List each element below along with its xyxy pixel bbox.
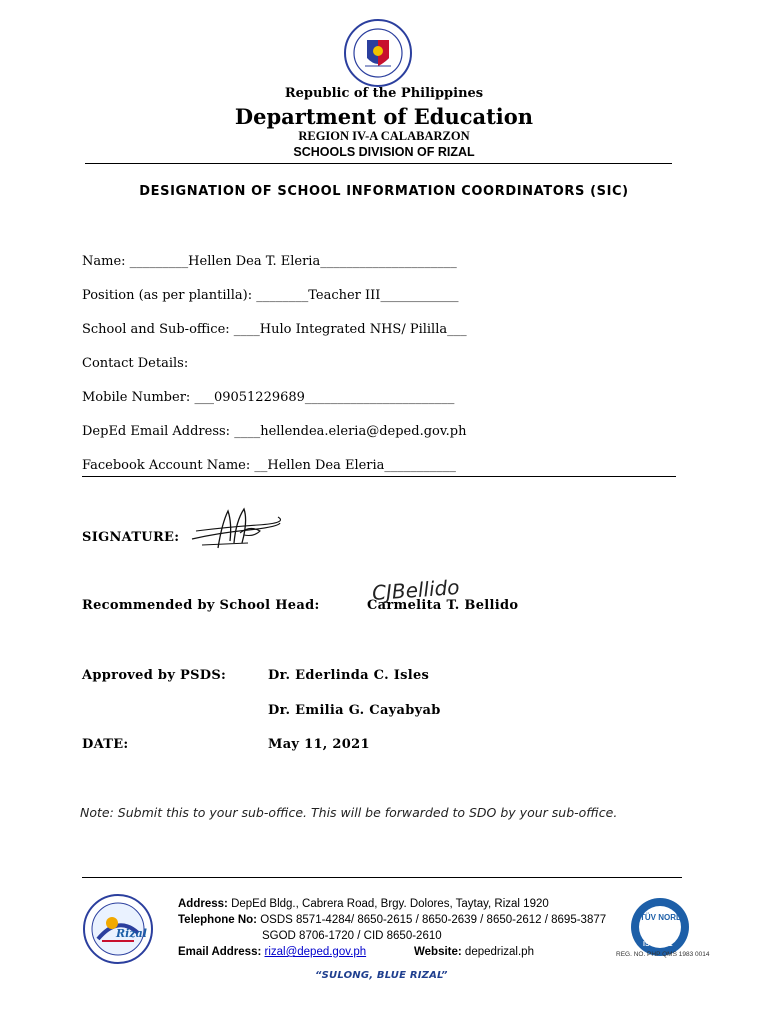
sdo-rizal-logo: [82, 893, 154, 965]
division-heading: SCHOOLS DIVISION OF RIZAL: [293, 145, 475, 159]
header-divider: [85, 163, 672, 164]
footer-telephone: [178, 913, 606, 927]
website-label: Website:: [414, 946, 462, 958]
signature-image: [188, 503, 282, 553]
footer-email: [178, 945, 366, 959]
region-heading: REGION IV-A CALABARZON: [298, 129, 470, 143]
address-label: Address:: [178, 898, 228, 910]
registration-number: REG. NO. PHP QMS 1983 0014: [616, 951, 710, 958]
email-link[interactable]: rizal@deped.gov.ph: [264, 946, 367, 958]
school-field: [82, 321, 467, 339]
approved-label: Approved by PSDS:: [82, 668, 227, 683]
school-label: School and Sub-office:: [82, 322, 230, 337]
footer-telephone-2: SGOD 8706-1720 / CID 8650-2610: [262, 930, 442, 942]
sdo-logo-text: Rizal: [116, 927, 147, 940]
telephone-value: OSDS 8571-4284/ 8650-2615 / 8650-2639 / 8650-2612 / 8695-3877: [260, 914, 607, 926]
date-value: May 11, 2021: [268, 737, 370, 752]
deped-seal-logo: [343, 18, 413, 88]
mobile-field: [82, 389, 454, 407]
signature-label: SIGNATURE:: [82, 530, 180, 545]
email-label: DepEd Email Address:: [82, 424, 231, 439]
republic-heading: Republic of the Philippines: [284, 86, 484, 101]
facebook-value: __Hellen Dea Eleria___________: [254, 458, 456, 473]
mobile-value: ___09051229689_______________________: [194, 390, 455, 405]
telephone-label: Telephone No:: [178, 914, 258, 926]
head-handwritten-signature: CJBellido: [371, 574, 461, 606]
website-value: depedrizal.ph: [464, 946, 534, 958]
cert-iso-text: ISO 9001: [643, 941, 673, 948]
school-value: ____Hulo Integrated NHS/ Pililla___: [233, 322, 467, 337]
department-heading: Department of Education: [234, 104, 534, 129]
footer-divider: [82, 877, 682, 878]
position-value: ________Teacher III____________: [256, 288, 459, 303]
name-label: Name:: [82, 254, 126, 269]
contact-details-label: Contact Details:: [82, 356, 189, 371]
name-field: [82, 253, 457, 271]
email-value: ____hellendea.eleria@deped.gov.ph: [234, 424, 467, 439]
facebook-label: Facebook Account Name:: [82, 458, 251, 473]
psds-name-1: Dr. Ederlinda C. Isles: [268, 668, 430, 683]
position-label: Position (as per plantilla):: [82, 288, 253, 303]
document-title: DESIGNATION OF SCHOOL INFORMATION COORDINATORS (SIC): [139, 184, 629, 199]
email-field: [82, 423, 466, 441]
position-field: [82, 287, 458, 305]
footer-motto: “SULONG, BLUE RIZAL”: [315, 970, 448, 981]
tuv-iso-certification-badge: [628, 895, 692, 959]
psds-name-2: Dr. Emilia G. Cayabyab: [268, 703, 441, 718]
school-head-name: Carmelita T. Bellido: [367, 598, 519, 613]
mobile-label: Mobile Number:: [82, 390, 191, 405]
date-label: DATE:: [82, 737, 129, 752]
footer-website: [414, 945, 534, 959]
recommended-label: Recommended by School Head:: [82, 598, 320, 613]
name-value: _________Hellen Dea T. Eleria_____________________: [129, 254, 457, 269]
footer-address: [178, 897, 549, 911]
submission-note: Note: Submit this to your sub-office. This will be forwarded to SDO by your sub-office.: [80, 805, 618, 820]
cert-name-text: TÜV NORD: [640, 913, 682, 922]
facebook-underline: [82, 476, 676, 477]
facebook-field: [82, 457, 456, 475]
address-value: DepEd Bldg., Cabrera Road, Brgy. Dolores, Taytay, Rizal 1920: [231, 898, 549, 910]
email-address-label: Email Address:: [178, 946, 262, 958]
